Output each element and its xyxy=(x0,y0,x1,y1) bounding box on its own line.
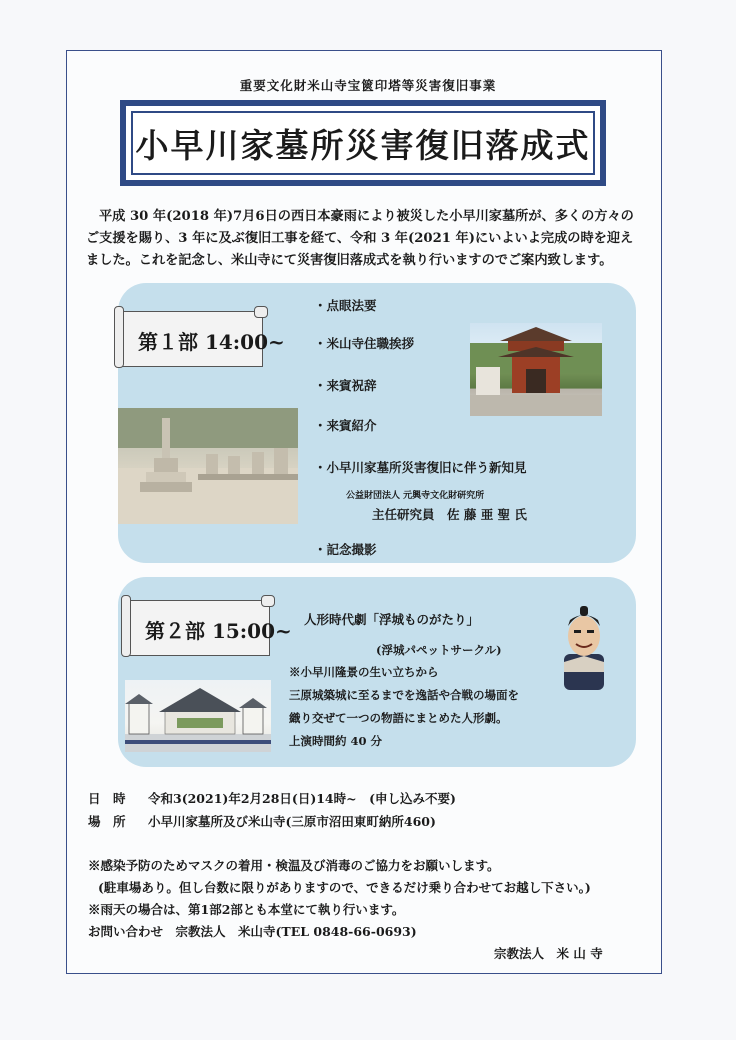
part1-item: ・来賓紹介 xyxy=(314,418,377,433)
page-title: 小早川家墓所災害復旧落成式 xyxy=(135,126,591,165)
part2-scroll-label xyxy=(126,600,292,656)
puppet-desc-2: 三原城築城に至るまでを逸話や合戦の場面を xyxy=(289,688,519,702)
puppet-desc-1: ※小早川隆景の生い立ちから xyxy=(289,665,439,679)
puppet-duration: 上演時間約 40 分 xyxy=(289,734,383,748)
puppet-desc-3: 織り交ぜて一つの物語にまとめた人形劇。 xyxy=(289,711,508,725)
part2-label: 第２部 15:00~ xyxy=(145,619,292,643)
title-box xyxy=(120,100,606,186)
puppet-doll-illustration xyxy=(554,600,614,692)
contact-info: お問い合わせ 宗教法人 米山寺(TEL 0848-66-0693) xyxy=(88,924,417,939)
castle-illustration xyxy=(125,680,271,752)
part1-scroll-label xyxy=(119,311,285,367)
project-subtitle: 重要文化財米山寺宝篋印塔等災害復旧事業 xyxy=(239,78,497,93)
temple-gate-photo xyxy=(470,323,602,416)
date-label: 日 時 xyxy=(88,791,126,806)
part1-item: ・記念撮影 xyxy=(314,542,377,557)
puppet-show-title: 人形時代劇「浮城ものがたり」 xyxy=(304,612,480,627)
place-value: 小早川家墓所及び米山寺(三原市沼田東町納所460) xyxy=(148,814,436,829)
part1-item: ・米山寺住職挨拶 xyxy=(314,336,415,351)
part1-item: ・点眼法要 xyxy=(314,298,377,313)
grave-site-photo xyxy=(118,408,298,524)
research-org: 公益財団法人 元興寺文化財研究所 xyxy=(346,491,485,501)
intro-paragraph: 平成 30 年(2018 年)7月6日の西日本豪雨により被災した小早川家墓所が、多くの方々のご支援を賜り、3 年に及ぶ復旧工事を経て、令和 3 年(2021 年)にいよいよ完成の時を迎えました。これを記念し、米山寺にて災害復旧落成式を執り行いますのでご案内致します。 xyxy=(86,209,634,268)
place-label: 場 所 xyxy=(88,814,126,829)
puppet-group: (浮城パペットサークル) xyxy=(376,643,502,657)
date-value: 令和3(2021)年2月28日(日)14時~ (申し込み不要) xyxy=(148,791,456,806)
note-parking: (駐車場あり。但し台数に限りがありますので、できるだけ乗り合わせてお越し下さい。) xyxy=(98,880,591,895)
part1-label: 第１部 14:00~ xyxy=(138,330,285,354)
note-mask: ※感染予防のためマスクの着用・検温及び消毒のご協力をお願いします。 xyxy=(88,858,500,873)
part1-item: ・来賓祝辞 xyxy=(314,378,377,393)
researcher-name: 主任研究員 佐 藤 亜 聖 氏 xyxy=(372,507,527,522)
note-rain: ※雨天の場合は、第1部2部とも本堂にて執り行います。 xyxy=(88,902,405,917)
part1-item: ・小早川家墓所災害復旧に伴う新知見 xyxy=(314,460,527,475)
organizer-signature: 宗教法人 米 山 寺 xyxy=(494,946,603,961)
